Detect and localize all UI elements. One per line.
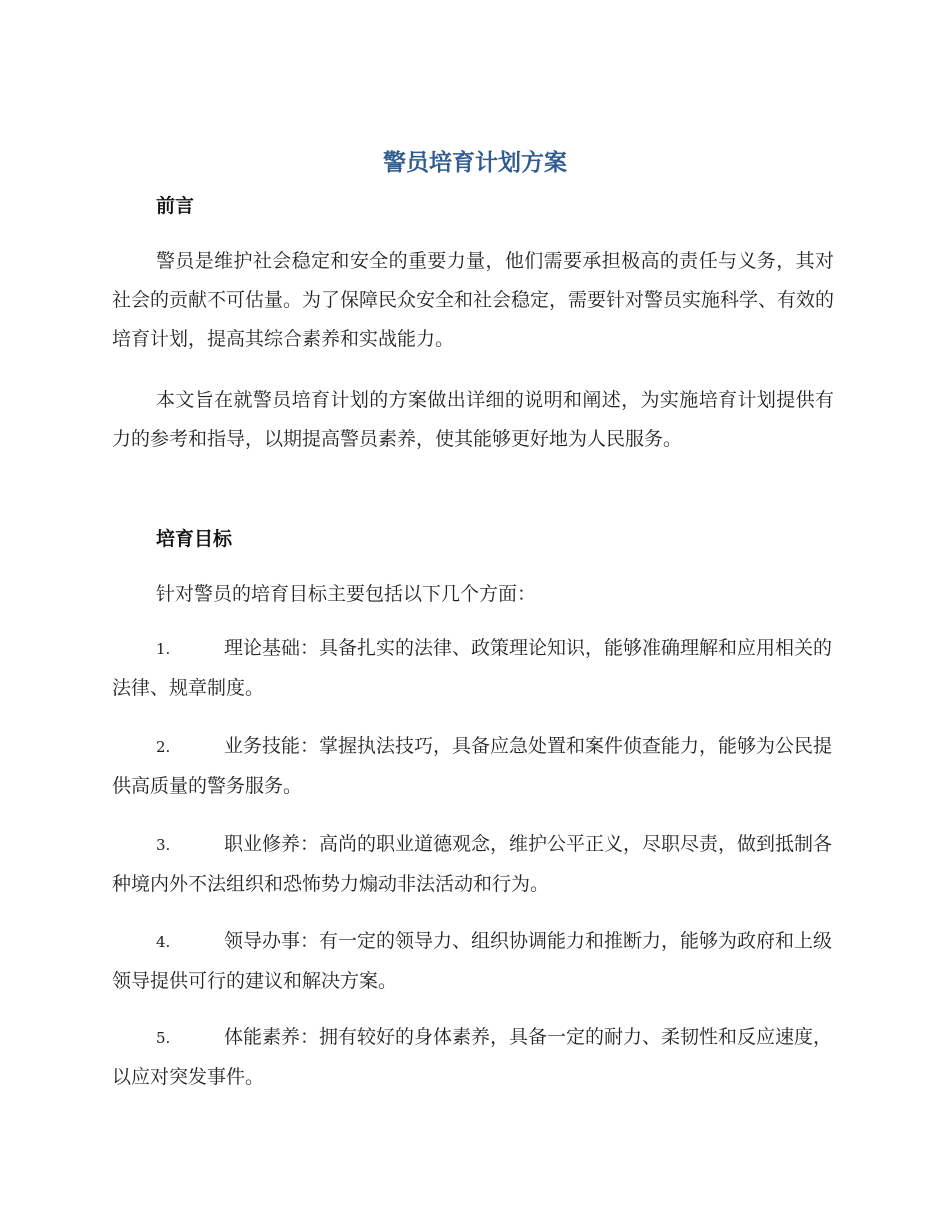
goal-list-item bbox=[112, 922, 834, 1001]
list-item-number: 4. bbox=[156, 933, 171, 951]
section-heading-goals: 培育目标 bbox=[156, 528, 233, 550]
list-item-text: 领导办事：有一定的领导力、组织协调能力和推断力，能够为政府和上级领导提供可行的建议和解决方案。 bbox=[112, 930, 833, 992]
list-item-number: 3. bbox=[156, 836, 171, 854]
section-heading-preface: 前言 bbox=[156, 195, 195, 217]
list-item-text: 理论基础：具备扎实的法律、政策理论知识，能够准确理解和应用相关的法律、规章制度。 bbox=[112, 637, 833, 699]
preface-paragraph: 警员是维护社会稳定和安全的重要力量，他们需要承担极高的责任与义务，其对社会的贡献不可估量。为了保障民众安全和社会稳定，需要针对警员实施科学、有效的培育计划，提高其综合素养和实战能力。 bbox=[112, 250, 835, 350]
goals-intro-paragraph: 针对警员的培育目标主要包括以下几个方面： bbox=[156, 583, 537, 605]
goal-list-item bbox=[112, 825, 834, 904]
list-item-number: 1. bbox=[156, 640, 171, 658]
goal-list-item bbox=[112, 1018, 834, 1097]
list-item-text: 职业修养：高尚的职业道德观念，维护公平正义，尽职尽责，做到抵制各种境内外不法组织和恐怖势力煽动非法活动和行为。 bbox=[112, 833, 833, 895]
list-item-text: 业务技能：掌握执法技巧，具备应急处置和案件侦查能力，能够为公民提供高质量的警务服务。 bbox=[112, 735, 833, 797]
goal-list-item bbox=[112, 727, 834, 806]
list-item-number: 5. bbox=[156, 1029, 171, 1047]
list-item-number: 2. bbox=[156, 738, 171, 756]
document-title: 警员培育计划方案 bbox=[383, 150, 567, 176]
list-item-text: 体能素养：拥有较好的身体素养，具备一定的耐力、柔韧性和反应速度，以应对突发事件。 bbox=[112, 1026, 833, 1088]
preface-paragraph: 本文旨在就警员培育计划的方案做出详细的说明和阐述，为实施培育计划提供有力的参考和指导，以期提高警员素养，使其能够更好地为人民服务。 bbox=[112, 389, 834, 450]
goal-list-item bbox=[112, 629, 834, 708]
